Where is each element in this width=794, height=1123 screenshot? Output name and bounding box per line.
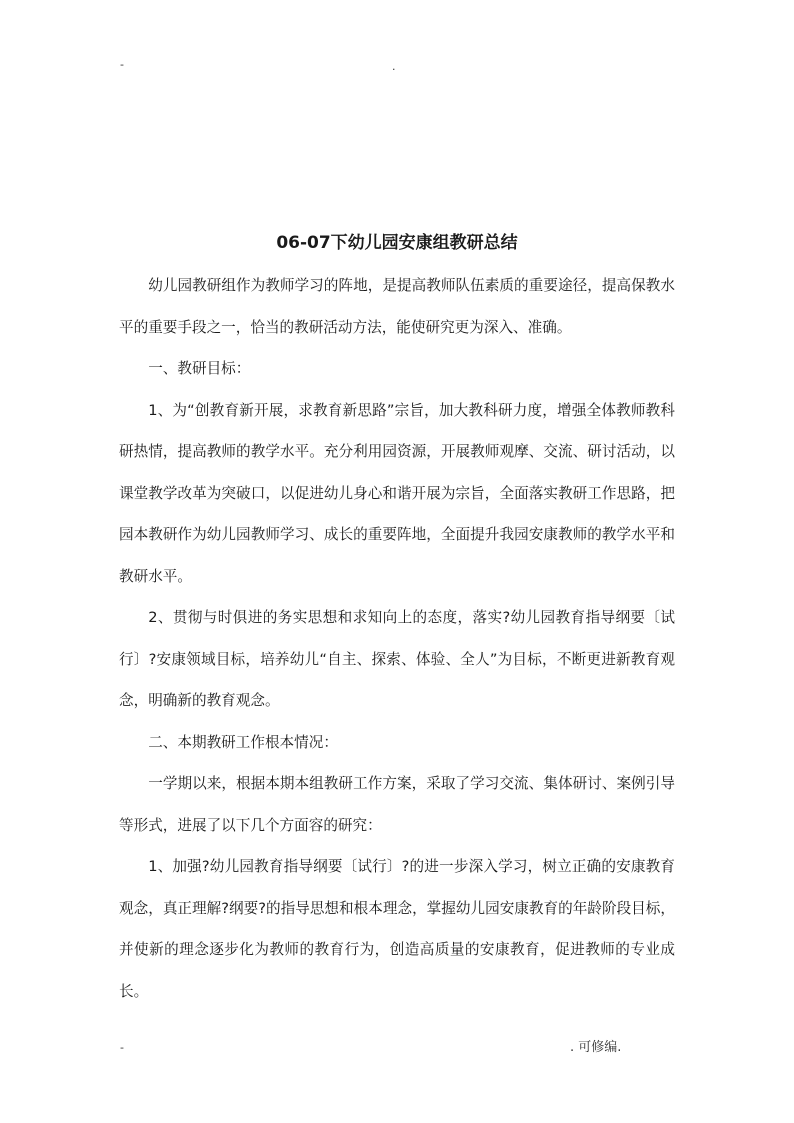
paragraph-intro: 幼儿园教研组作为教师学习的阵地，是提高教师队伍素质的重要途径，提高保教水平的重要手段之一，恰当的教研活动方法，能使研究更为深入、准确。 xyxy=(119,277,675,336)
section-heading-situation: 二、本期教研工作根本情况： xyxy=(148,733,338,751)
document-body xyxy=(119,265,675,1012)
header-right-mark: . xyxy=(392,60,396,73)
paragraph-goal-2: 2、贯彻与时俱进的务实思想和求知向上的态度，落实?幼儿园教育指导纲要〔试行〕?安康领域目标，培养幼儿“自主、探索、体验、全人”为目标，不断更进新教育观念，明确新的教育观念。 xyxy=(119,609,675,709)
document-title: 06-07下幼儿园安康组教研总结 xyxy=(276,233,518,253)
footer-left-mark: - xyxy=(120,1041,124,1054)
section-heading-goals: 一、教研目标： xyxy=(148,360,251,377)
header-left-mark: - xyxy=(120,58,124,71)
footer-editable-note: . 可修编. xyxy=(570,1040,622,1055)
paragraph-goal-1: 1、为“创教育新开展，求教育新思路”宗旨，加大教科研力度，增强全体教师教科研热情，提高教师的教学水平。充分利用园资源，开展教师观摩、交流、研讨活动，以课堂教学改革为突破口，以促进幼儿身心和谐开展为宗旨，全面落实教研工作思路，把园本教研作为幼儿园教师学习、成长的重要阵地，全面提升我园安康教师的教学水平和教研水平。 xyxy=(119,401,675,585)
paragraph-item-1: 1、加强?幼儿园教育指导纲要〔试行〕?的进一步深入学习，树立正确的安康教育观念，真正理解?纲要?的指导思想和根本理念，掌握幼儿园安康教育的年龄阶段目标，并使新的理念逐步化为教师的教育行为，创造高质量的安康教育，促进教师的专业成长。 xyxy=(119,858,675,1000)
paragraph-situation: 一学期以来，根据本期本组教研工作方案，采取了学习交流、集体研讨、案例引导等形式，进展了以下几个方面容的研究： xyxy=(119,775,675,834)
